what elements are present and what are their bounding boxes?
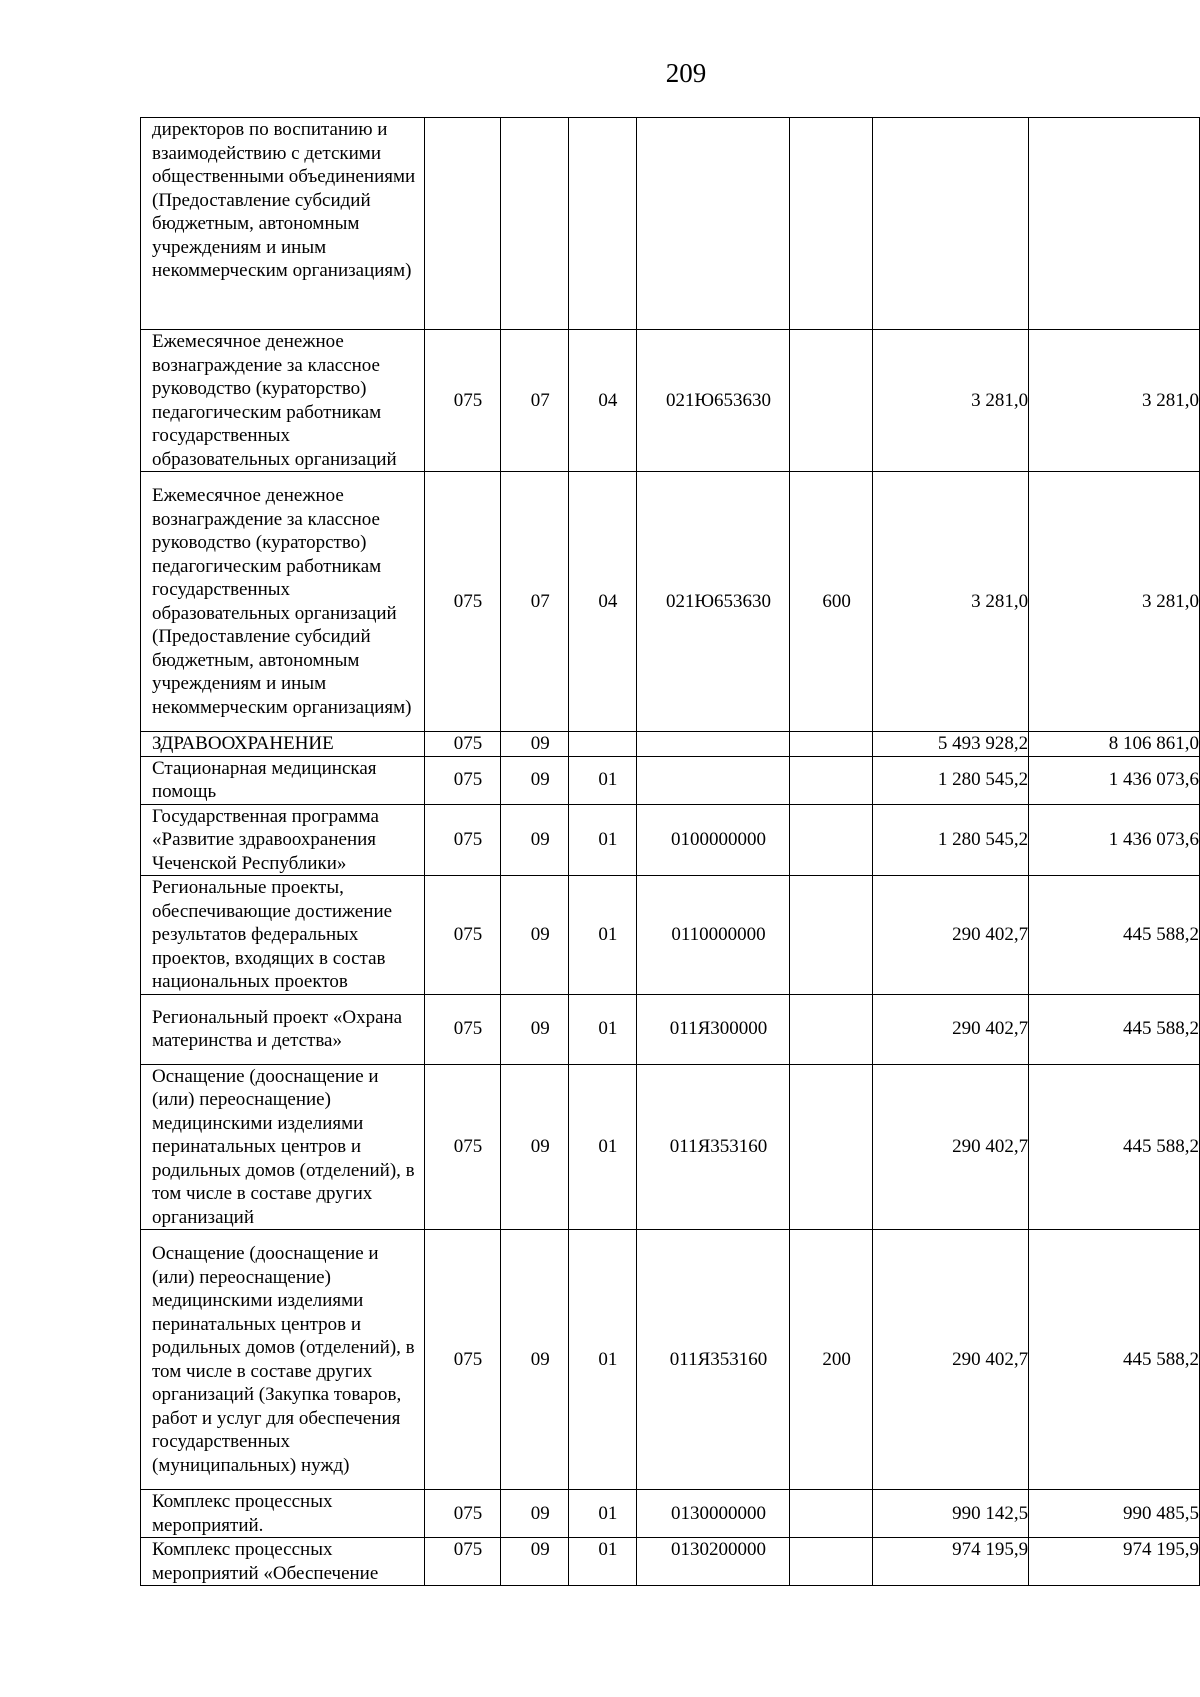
amount-year1-cell: 290 402,7 bbox=[872, 994, 1028, 1064]
amount-year2-cell: 445 588,2 bbox=[1029, 876, 1200, 995]
section-code-cell: 09 bbox=[501, 804, 569, 876]
target-article-cell bbox=[636, 732, 790, 757]
expense-type-cell bbox=[790, 118, 872, 330]
amount-year2-cell: 8 106 861,0 bbox=[1029, 732, 1200, 757]
target-article-cell bbox=[636, 756, 790, 804]
row-name-cell: Комплекс процессных мероприятий «Обеспечение bbox=[141, 1538, 425, 1586]
section-code-cell: 07 bbox=[501, 330, 569, 472]
amount-year2-cell: 3 281,0 bbox=[1029, 472, 1200, 732]
section-code-cell bbox=[501, 118, 569, 330]
expense-type-cell bbox=[790, 876, 872, 995]
table-row bbox=[141, 1064, 1200, 1230]
target-article-cell: 021Ю653630 bbox=[636, 472, 790, 732]
table-row bbox=[141, 804, 1200, 876]
row-name-cell: Государственная программа «Развитие здравоохранения Чеченской Республики» bbox=[141, 804, 425, 876]
expense-type-cell bbox=[790, 804, 872, 876]
amount-year1-cell: 990 142,5 bbox=[872, 1490, 1028, 1538]
amount-year1-cell bbox=[872, 118, 1028, 330]
subsection-code-cell: 01 bbox=[569, 1538, 637, 1586]
amount-year1-cell: 290 402,7 bbox=[872, 1064, 1028, 1230]
amount-year2-cell: 445 588,2 bbox=[1029, 1230, 1200, 1490]
page-number: 209 bbox=[665, 58, 707, 88]
subsection-code-cell bbox=[569, 118, 637, 330]
subsection-code-cell: 01 bbox=[569, 1490, 637, 1538]
table-row bbox=[141, 732, 1200, 757]
row-name-cell: ЗДРАВООХРАНЕНИЕ bbox=[141, 732, 425, 757]
subsection-code-cell: 01 bbox=[569, 1064, 637, 1230]
ved-code-cell bbox=[424, 118, 501, 330]
amount-year2-cell: 3 281,0 bbox=[1029, 330, 1200, 472]
table-row bbox=[141, 118, 1200, 330]
subsection-code-cell: 01 bbox=[569, 1230, 637, 1490]
amount-year1-cell: 290 402,7 bbox=[872, 876, 1028, 995]
subsection-code-cell bbox=[569, 732, 637, 757]
expense-type-cell bbox=[790, 1538, 872, 1586]
amount-year1-cell: 974 195,9 bbox=[872, 1538, 1028, 1586]
amount-year2-cell: 1 436 073,6 bbox=[1029, 804, 1200, 876]
subsection-code-cell: 04 bbox=[569, 330, 637, 472]
expense-type-cell bbox=[790, 732, 872, 757]
table-row bbox=[141, 994, 1200, 1064]
expense-type-cell: 600 bbox=[790, 472, 872, 732]
ved-code-cell: 075 bbox=[424, 1538, 501, 1586]
amount-year1-cell: 3 281,0 bbox=[872, 472, 1028, 732]
table-row bbox=[141, 1538, 1200, 1586]
target-article-cell: 021Ю653630 bbox=[636, 330, 790, 472]
ved-code-cell: 075 bbox=[424, 804, 501, 876]
section-code-cell: 09 bbox=[501, 756, 569, 804]
ved-code-cell: 075 bbox=[424, 1064, 501, 1230]
amount-year2-cell: 990 485,5 bbox=[1029, 1490, 1200, 1538]
table-row bbox=[141, 1490, 1200, 1538]
section-code-cell: 07 bbox=[501, 472, 569, 732]
ved-code-cell: 075 bbox=[424, 732, 501, 757]
subsection-code-cell: 04 bbox=[569, 472, 637, 732]
ved-code-cell: 075 bbox=[424, 1230, 501, 1490]
section-code-cell: 09 bbox=[501, 732, 569, 757]
subsection-code-cell: 01 bbox=[569, 756, 637, 804]
expense-type-cell bbox=[790, 994, 872, 1064]
amount-year2-cell: 445 588,2 bbox=[1029, 994, 1200, 1064]
ved-code-cell: 075 bbox=[424, 876, 501, 995]
amount-year1-cell: 3 281,0 bbox=[872, 330, 1028, 472]
table-row bbox=[141, 472, 1200, 732]
row-name-cell: Оснащение (дооснащение и (или) переоснащение) медицинскими изделиями перинатальных центров и родильных домов (отделений), в том числе в составе других организаций (Закупка товаров, работ и услуг для обеспечения государственных (муниципальных) нужд) bbox=[141, 1230, 425, 1490]
row-name-cell: Комплекс процессных мероприятий. bbox=[141, 1490, 425, 1538]
ved-code-cell: 075 bbox=[424, 756, 501, 804]
target-article-cell: 0130000000 bbox=[636, 1490, 790, 1538]
subsection-code-cell: 01 bbox=[569, 876, 637, 995]
ved-code-cell: 075 bbox=[424, 1490, 501, 1538]
budget-table-body bbox=[141, 118, 1200, 1586]
expense-type-cell bbox=[790, 330, 872, 472]
row-name-cell: директоров по воспитанию и взаимодействию с детскими общественными объединениями (Предоставление субсидий бюджетным, автономным учреждениям и иным некоммерческим организациям) bbox=[141, 118, 425, 330]
section-code-cell: 09 bbox=[501, 1230, 569, 1490]
amount-year2-cell: 974 195,9 bbox=[1029, 1538, 1200, 1586]
target-article-cell bbox=[636, 118, 790, 330]
subsection-code-cell: 01 bbox=[569, 804, 637, 876]
subsection-code-cell: 01 bbox=[569, 994, 637, 1064]
ved-code-cell: 075 bbox=[424, 994, 501, 1064]
amount-year1-cell: 5 493 928,2 bbox=[872, 732, 1028, 757]
amount-year1-cell: 1 280 545,2 bbox=[872, 756, 1028, 804]
table-row bbox=[141, 756, 1200, 804]
expense-type-cell: 200 bbox=[790, 1230, 872, 1490]
amount-year2-cell: 445 588,2 bbox=[1029, 1064, 1200, 1230]
table-row bbox=[141, 1230, 1200, 1490]
row-name-cell: Региональный проект «Охрана материнства и детства» bbox=[141, 994, 425, 1064]
row-name-cell: Ежемесячное денежное вознаграждение за классное руководство (кураторство) педагогическим работникам государственных образовательных организаций (Предоставление субсидий бюджетным, автономным учреждениям и иным некоммерческим организациям) bbox=[141, 472, 425, 732]
amount-year2-cell bbox=[1029, 118, 1200, 330]
target-article-cell: 0100000000 bbox=[636, 804, 790, 876]
ved-code-cell: 075 bbox=[424, 330, 501, 472]
amount-year2-cell: 1 436 073,6 bbox=[1029, 756, 1200, 804]
target-article-cell: 0110000000 bbox=[636, 876, 790, 995]
target-article-cell: 011Я353160 bbox=[636, 1064, 790, 1230]
target-article-cell: 0130200000 bbox=[636, 1538, 790, 1586]
row-name-cell: Региональные проекты, обеспечивающие достижение результатов федеральных проектов, входящих в состав национальных проектов bbox=[141, 876, 425, 995]
amount-year1-cell: 1 280 545,2 bbox=[872, 804, 1028, 876]
target-article-cell: 011Я353160 bbox=[636, 1230, 790, 1490]
budget-table bbox=[140, 117, 1200, 1586]
amount-year1-cell: 290 402,7 bbox=[872, 1230, 1028, 1490]
section-code-cell: 09 bbox=[501, 1490, 569, 1538]
target-article-cell: 011Я300000 bbox=[636, 994, 790, 1064]
row-name-cell: Оснащение (дооснащение и (или) переоснащение) медицинскими изделиями перинатальных центров и родильных домов (отделений), в том числе в составе других организаций bbox=[141, 1064, 425, 1230]
row-name-cell: Стационарная медицинская помощь bbox=[141, 756, 425, 804]
section-code-cell: 09 bbox=[501, 1064, 569, 1230]
table-row bbox=[141, 876, 1200, 995]
section-code-cell: 09 bbox=[501, 1538, 569, 1586]
ved-code-cell: 075 bbox=[424, 472, 501, 732]
section-code-cell: 09 bbox=[501, 994, 569, 1064]
expense-type-cell bbox=[790, 756, 872, 804]
row-name-cell: Ежемесячное денежное вознаграждение за классное руководство (кураторство) педагогическим работникам государственных образовательных организаций bbox=[141, 330, 425, 472]
section-code-cell: 09 bbox=[501, 876, 569, 995]
expense-type-cell bbox=[790, 1064, 872, 1230]
expense-type-cell bbox=[790, 1490, 872, 1538]
table-row bbox=[141, 330, 1200, 472]
